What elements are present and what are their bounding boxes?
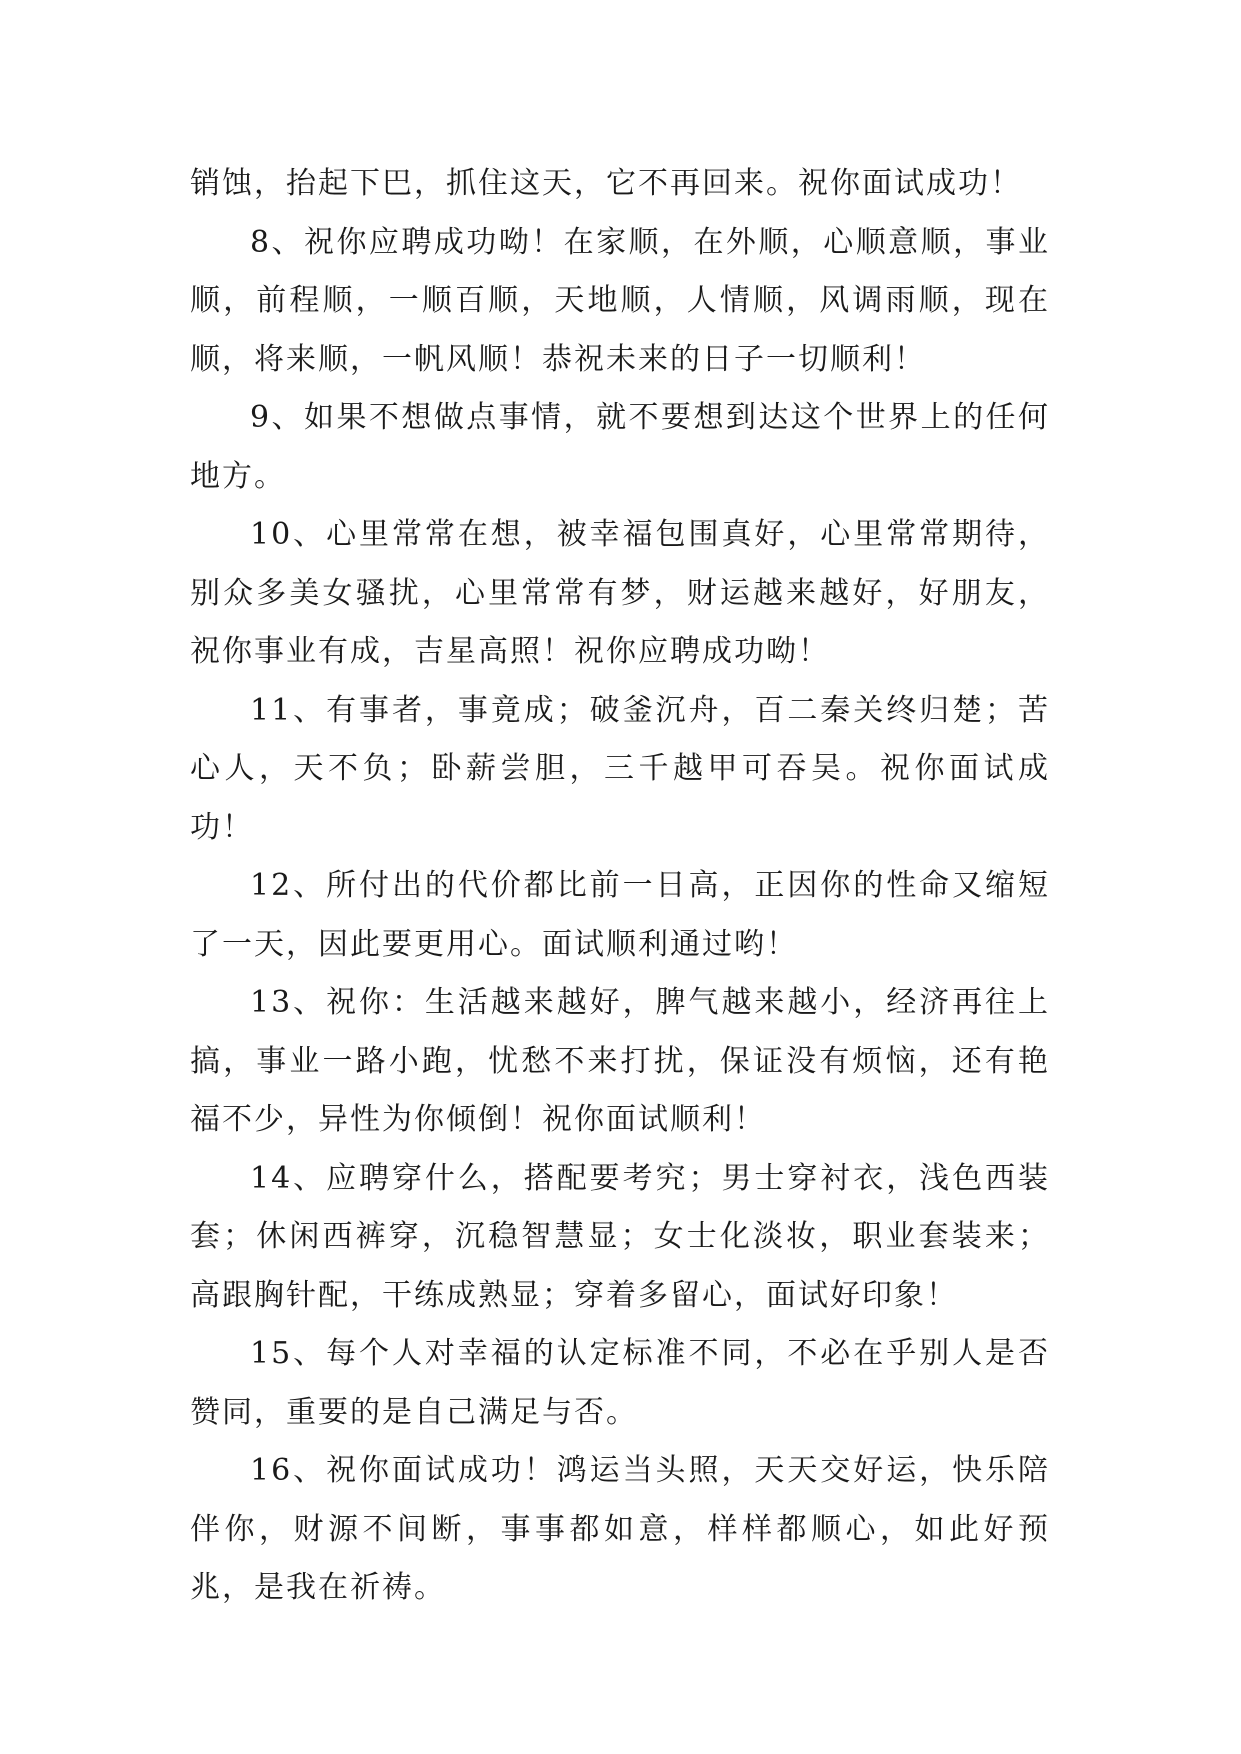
paragraph-item-14: 14、应聘穿什么，搭配要考究；男士穿衬衣，浅色西装套；休闲西裤穿，沉稳智慧显；女士化淡妆，职业套装来；高跟胸针配，干练成熟显；穿着多留心，面试好印象！ xyxy=(190,1160,1050,1313)
paragraph-item-12: 12、所付出的代价都比前一日高，正因你的性命又缩短了一天，因此要更用心。面试顺利通过哟！ xyxy=(190,868,1050,962)
document-body xyxy=(190,155,1050,1618)
paragraph-item-16: 16、祝你面试成功！鸿运当头照，天天交好运，快乐陪伴你，财源不间断，事事都如意，样样都顺心，如此好预兆，是我在祈祷。 xyxy=(190,1453,1050,1605)
paragraph-item-10: 10、心里常常在想，被幸福包围真好，心里常常期待，别众多美女骚扰，心里常常有梦，财运越来越好，好朋友，祝你事业有成，吉星高照！祝你应聘成功呦！ xyxy=(190,517,1050,669)
paragraph-item-8: 8、祝你应聘成功呦！在家顺，在外顺，心顺意顺，事业顺，前程顺，一顺百顺，天地顺，人情顺，风调雨顺，现在顺，将来顺，一帆风顺！恭祝未来的日子一切顺利！ xyxy=(190,224,1050,377)
paragraph-item-15: 15、每个人对幸福的认定标准不同，不必在乎别人是否赞同，重要的是自己满足与否。 xyxy=(190,1336,1050,1430)
paragraph-continuation: 销蚀，抬起下巴，抓住这天，它不再回来。祝你面试成功！ xyxy=(190,166,1022,201)
paragraph-item-13: 13、祝你：生活越来越好，脾气越来越小，经济再往上搞，事业一路小跑，忧愁不来打扰，保证没有烦恼，还有艳福不少，异性为你倾倒！祝你面试顺利！ xyxy=(190,985,1050,1137)
paragraph-item-11: 11、有事者，事竟成；破釜沉舟，百二秦关终归楚；苦心人，天不负；卧薪尝胆，三千越甲可吞吴。祝你面试成功！ xyxy=(190,692,1050,845)
paragraph-item-9: 9、如果不想做点事情，就不要想到达这个世界上的任何地方。 xyxy=(190,400,1050,494)
